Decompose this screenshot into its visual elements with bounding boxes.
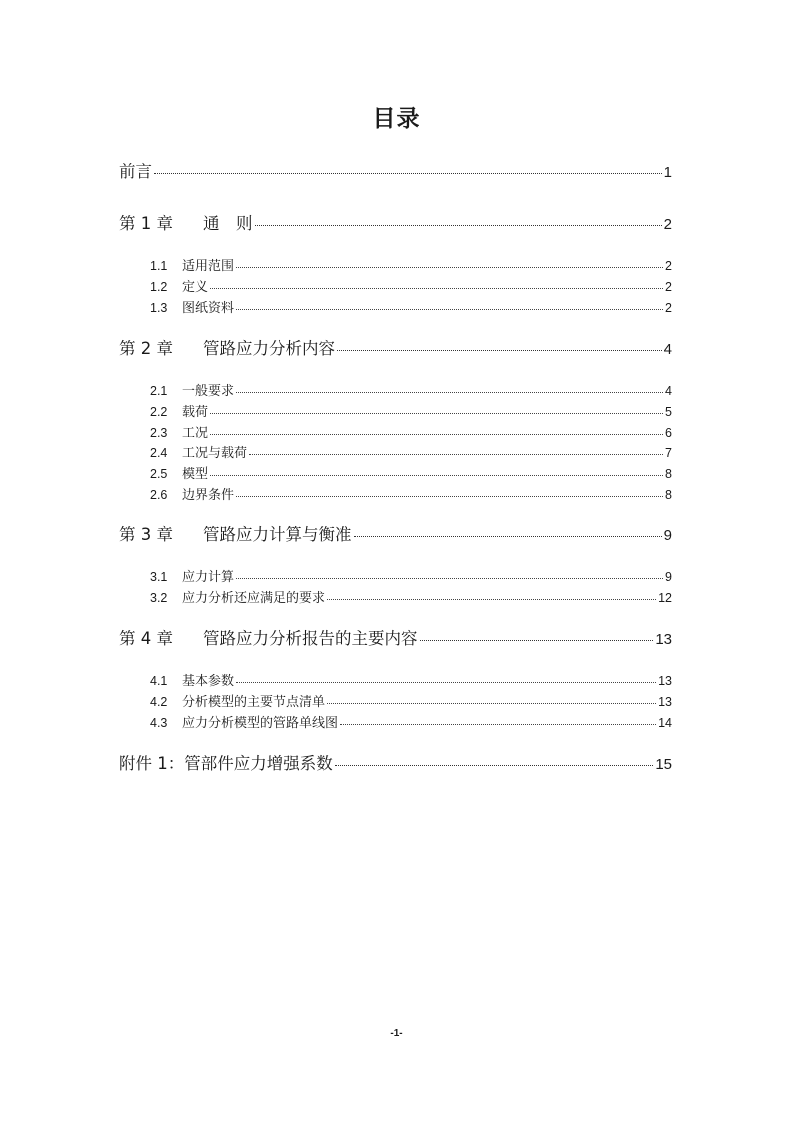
toc-page-number: 15	[655, 756, 672, 773]
toc-entry-4-1[interactable]	[119, 670, 672, 689]
chapter-number: 第 4 章	[119, 629, 173, 648]
dot-leader	[327, 599, 656, 600]
toc-entry-3-1[interactable]	[119, 566, 672, 585]
section-number: 4.3	[150, 716, 168, 730]
section-number: 2.5	[150, 467, 168, 481]
toc-entry-2-1[interactable]	[119, 380, 672, 399]
toc-entry-appendix-1[interactable]	[119, 750, 672, 774]
section-title: 图纸资料	[182, 301, 235, 316]
dot-leader	[236, 392, 663, 393]
section-number: 4.2	[150, 695, 168, 709]
dot-leader	[210, 475, 663, 476]
dot-leader	[154, 173, 662, 174]
section-title: 工况	[182, 426, 209, 441]
section-title: 定义	[182, 280, 209, 295]
toc-entry-chapter-4[interactable]	[119, 625, 672, 649]
chapter-title: 管路应力分析内容	[203, 339, 335, 358]
toc-page-number: 8	[665, 467, 672, 481]
toc-page-number: 2	[665, 301, 672, 315]
toc-entry-1-1[interactable]	[119, 255, 672, 274]
section-title: 基本参数	[182, 674, 235, 689]
toc-page-number: 13	[658, 674, 672, 688]
section-title: 模型	[182, 467, 209, 482]
dot-leader	[236, 496, 663, 497]
chapter-number: 第 1 章	[119, 214, 173, 233]
toc-page-number: 13	[658, 695, 672, 709]
section-number: 2.4	[150, 446, 168, 460]
dot-leader	[340, 724, 656, 725]
toc-page-number: 4	[665, 384, 672, 398]
chapter-title: 管路应力分析报告的主要内容	[203, 629, 418, 648]
toc-page-number: 7	[665, 446, 672, 460]
toc-page-number: 4	[663, 341, 672, 358]
toc-page-number: 2	[663, 216, 672, 233]
appendix-title: 附件 1：管部件应力增强系数	[119, 754, 333, 773]
section-number: 3.1	[150, 570, 168, 584]
toc-page-number: 2	[665, 259, 672, 273]
toc-page-number: 9	[665, 570, 672, 584]
section-title: 载荷	[182, 405, 209, 420]
toc-entry-4-3[interactable]	[119, 712, 672, 731]
dot-leader	[236, 682, 656, 683]
dot-leader	[236, 309, 663, 310]
toc-page-number: 1	[663, 164, 672, 181]
toc-entry-2-5[interactable]	[119, 463, 672, 482]
dot-leader	[210, 434, 663, 435]
section-number: 2.6	[150, 488, 168, 502]
section-title: 应力分析还应满足的要求	[182, 591, 326, 606]
toc-entry-chapter-1[interactable]	[119, 210, 672, 234]
dot-leader	[335, 765, 654, 766]
section-title: 应力计算	[182, 570, 235, 585]
dot-leader	[236, 578, 663, 579]
chapter-number: 第 2 章	[119, 339, 173, 358]
document-title: 目录	[372, 106, 421, 132]
toc-page-number: 6	[665, 426, 672, 440]
section-title: 适用范围	[182, 259, 235, 274]
toc-entry-1-3[interactable]	[119, 297, 672, 316]
toc-entry-2-4[interactable]	[119, 442, 672, 461]
toc-page-number: 9	[663, 527, 672, 544]
dot-leader	[249, 454, 663, 455]
section-title: 工况与载荷	[182, 446, 248, 461]
chapter-title: 通 则	[203, 214, 253, 233]
dot-leader	[236, 267, 663, 268]
toc-page-number: 5	[665, 405, 672, 419]
toc-entry-2-3[interactable]	[119, 422, 672, 441]
chapter-title: 管路应力计算与衡准	[203, 525, 352, 544]
toc-entry-chapter-3[interactable]	[119, 521, 672, 545]
page-number-footer: -1-	[390, 1028, 403, 1039]
chapter-number: 第 3 章	[119, 525, 173, 544]
section-number: 2.2	[150, 405, 168, 419]
toc-entry-4-2[interactable]	[119, 691, 672, 710]
dot-leader	[337, 350, 662, 351]
dot-leader	[210, 413, 663, 414]
toc-entry-chapter-2[interactable]	[119, 335, 672, 359]
section-number: 3.2	[150, 591, 168, 605]
toc-entry-label: 前言	[119, 162, 152, 181]
toc-page-number: 13	[655, 631, 672, 648]
toc-entry-2-6[interactable]	[119, 484, 672, 503]
dot-leader	[210, 288, 663, 289]
dot-leader	[327, 703, 656, 704]
section-title: 边界条件	[182, 488, 235, 503]
toc-entry-preface[interactable]	[119, 158, 672, 182]
section-number: 4.1	[150, 674, 168, 688]
section-number: 1.2	[150, 280, 168, 294]
section-number: 2.1	[150, 384, 168, 398]
section-title: 一般要求	[182, 384, 235, 399]
section-number: 2.3	[150, 426, 168, 440]
section-number: 1.3	[150, 301, 168, 315]
toc-entry-3-2[interactable]	[119, 587, 672, 606]
section-title: 分析模型的主要节点清单	[182, 695, 326, 710]
dot-leader	[354, 536, 662, 537]
section-number: 1.1	[150, 259, 168, 273]
dot-leader	[420, 640, 654, 641]
toc-page-number: 2	[665, 280, 672, 294]
section-title: 应力分析模型的管路单线图	[182, 716, 339, 731]
toc-page-number: 12	[658, 591, 672, 605]
toc-entry-1-2[interactable]	[119, 276, 672, 295]
toc-entry-2-2[interactable]	[119, 401, 672, 420]
toc-page-number: 8	[665, 488, 672, 502]
dot-leader	[255, 225, 662, 226]
toc-page-number: 14	[658, 716, 672, 730]
